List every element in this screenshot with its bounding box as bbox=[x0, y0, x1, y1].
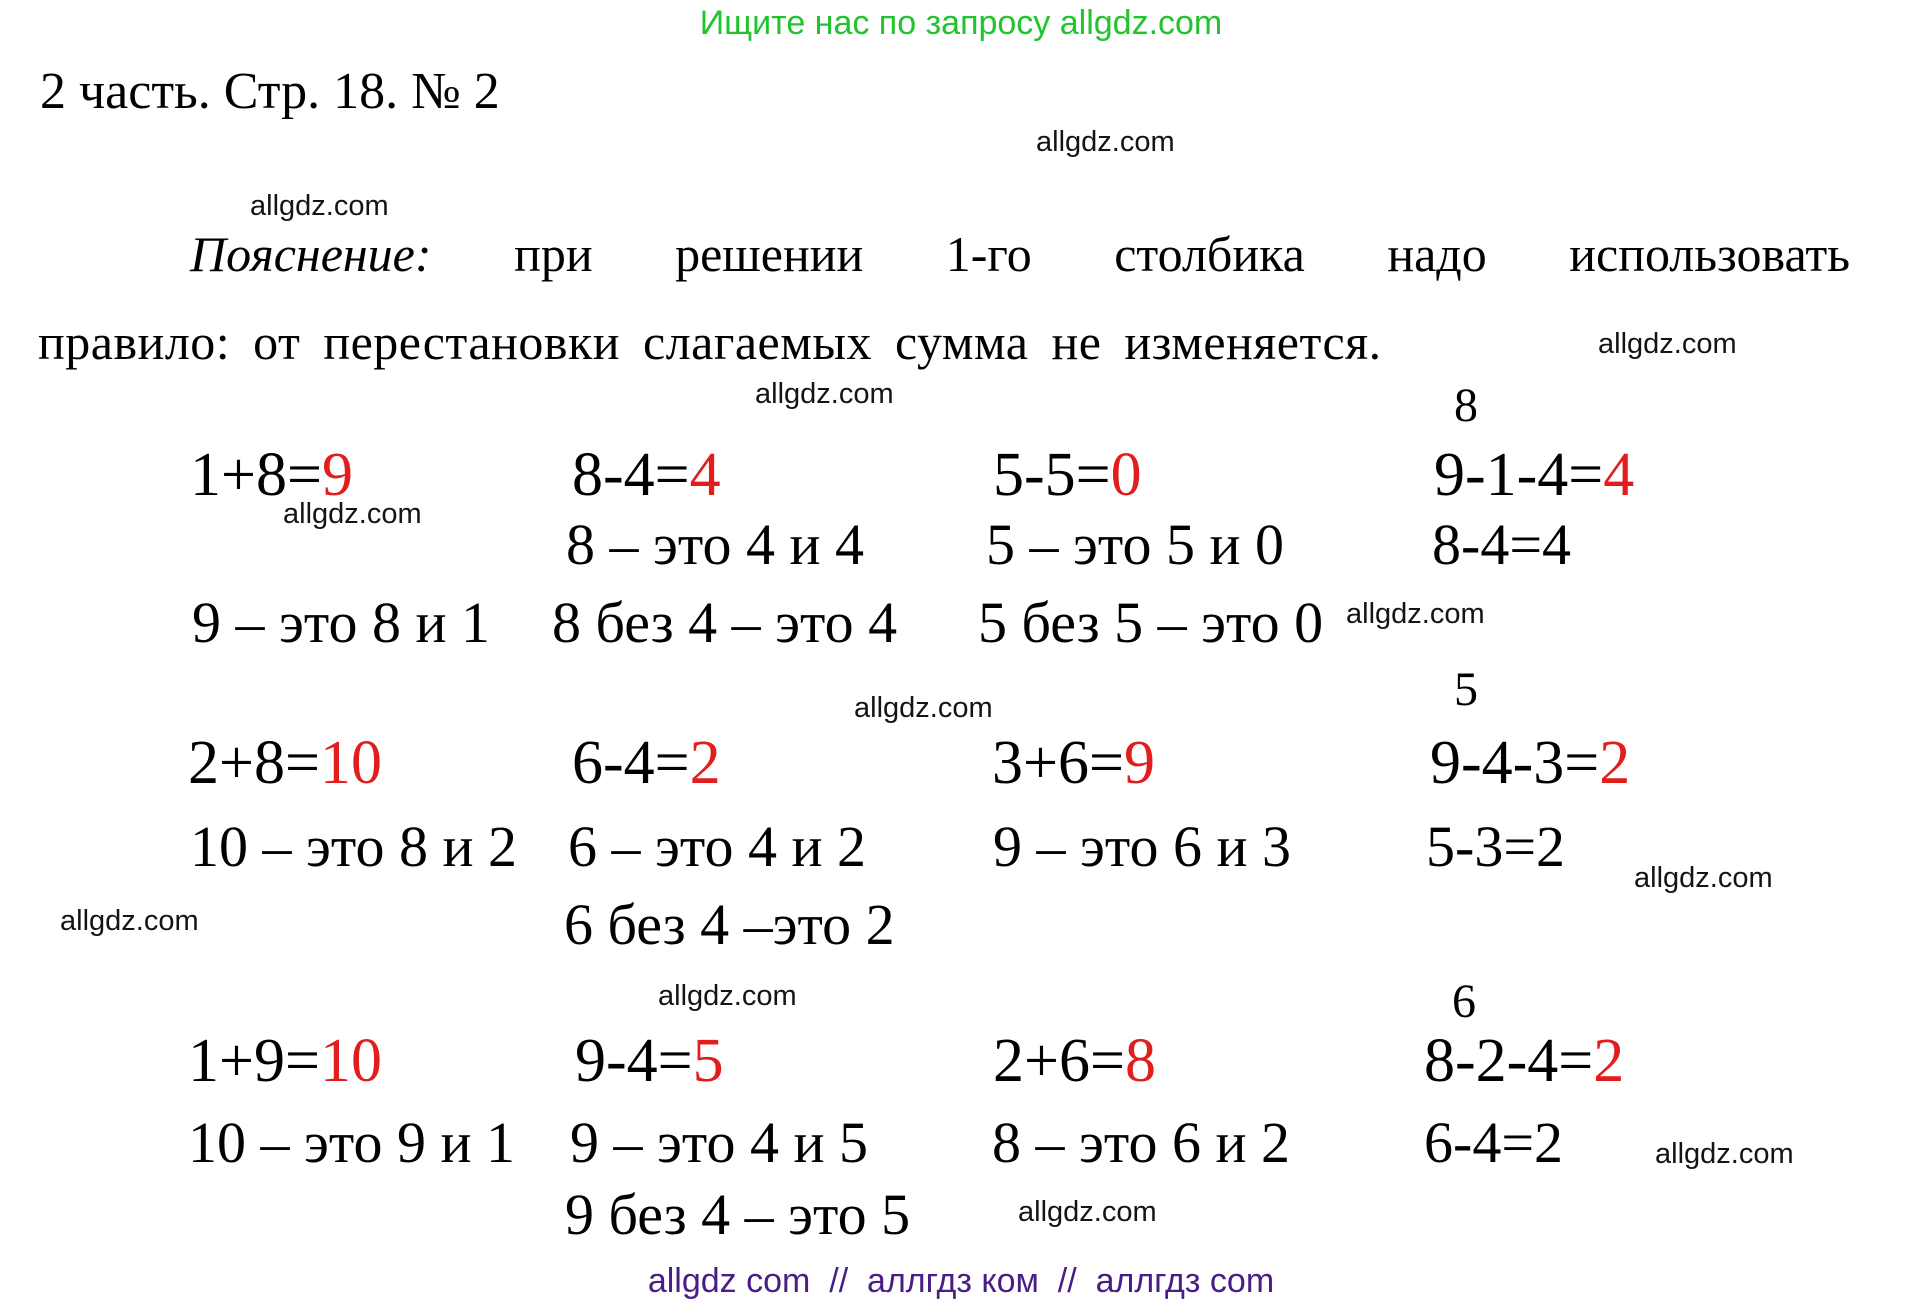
explanation-label: Пояснение: bbox=[190, 226, 432, 282]
equation bbox=[188, 1027, 382, 1095]
watermark: allgdz.com bbox=[250, 190, 389, 222]
equation bbox=[575, 1027, 724, 1095]
equation-expression: 3+6= bbox=[992, 729, 1124, 797]
watermark: allgdz.com bbox=[60, 905, 199, 937]
equation-expression: 2+8= bbox=[188, 729, 320, 797]
equation-result: 9 bbox=[1123, 729, 1155, 797]
equation-result: 10 bbox=[319, 1027, 382, 1095]
carry-digit: 6 bbox=[1452, 975, 1476, 1028]
equation-secondary: 5-3=2 bbox=[1426, 814, 1566, 879]
watermark: allgdz.com bbox=[1655, 1138, 1794, 1170]
decomposition-line: 6 – это 4 и 2 bbox=[568, 814, 867, 879]
decomposition-line: 6 без 4 –это 2 bbox=[564, 892, 895, 957]
equation-expression: 1+8= bbox=[190, 441, 322, 509]
equation-result: 8 bbox=[1124, 1027, 1156, 1095]
decomposition-line: 8 – это 4 и 4 bbox=[566, 512, 865, 577]
watermark: allgdz.com bbox=[1598, 328, 1737, 360]
equation-result: 2 bbox=[1593, 1027, 1625, 1095]
equation bbox=[1424, 1027, 1625, 1095]
equation bbox=[572, 729, 721, 797]
equation bbox=[188, 729, 382, 797]
equation-result: 4 bbox=[1603, 441, 1635, 509]
footer-text: allgdz com // аллгдз ком // аллгдз com bbox=[647, 1262, 1275, 1300]
decomposition-line: 9 без 4 – это 5 bbox=[565, 1182, 911, 1247]
page-title: 2 часть. Стр. 18. № 2 bbox=[40, 63, 500, 120]
watermark: allgdz.com bbox=[1346, 598, 1485, 630]
equation bbox=[1430, 729, 1631, 797]
watermark: allgdz.com bbox=[283, 498, 422, 530]
decomposition-line: 9 – это 8 и 1 bbox=[192, 590, 491, 655]
decomposition-line: 8 – это 6 и 2 bbox=[992, 1110, 1291, 1175]
equation bbox=[1434, 441, 1635, 509]
watermark: allgdz.com bbox=[1018, 1196, 1157, 1228]
equation-result: 9 bbox=[321, 441, 353, 509]
equation-result: 10 bbox=[319, 729, 382, 797]
equation bbox=[993, 441, 1142, 509]
watermark: allgdz.com bbox=[755, 378, 894, 410]
watermark: allgdz.com bbox=[1634, 862, 1773, 894]
equation bbox=[190, 441, 353, 509]
equation-expression: 9-1-4= bbox=[1434, 441, 1604, 509]
equation-expression: 5-5= bbox=[993, 441, 1111, 509]
explanation-line-2: правило: от перестановки слагаемых сумма не изменяется. bbox=[38, 314, 1382, 370]
equation bbox=[572, 441, 721, 509]
watermark: allgdz.com bbox=[1036, 126, 1175, 158]
equation-expression: 8-4= bbox=[572, 441, 690, 509]
equation-result: 4 bbox=[689, 441, 721, 509]
decomposition-line: 5 без 5 – это 0 bbox=[978, 590, 1324, 655]
equation-expression: 1+9= bbox=[188, 1027, 320, 1095]
equation-expression: 9-4-3= bbox=[1430, 729, 1600, 797]
equation bbox=[993, 1027, 1156, 1095]
equation-result: 0 bbox=[1110, 441, 1142, 509]
banner-text: Ищите нас по запросу allgdz.com bbox=[699, 4, 1223, 42]
equation-expression: 2+6= bbox=[993, 1027, 1125, 1095]
decomposition-line: 10 – это 8 и 2 bbox=[190, 814, 518, 879]
decomposition-line: 9 – это 4 и 5 bbox=[570, 1110, 869, 1175]
equation-expression: 6-4= bbox=[572, 729, 690, 797]
decomposition-line: 8 без 4 – это 4 bbox=[552, 590, 898, 655]
decomposition-line: 5 – это 5 и 0 bbox=[986, 512, 1285, 577]
explanation-text: при решении 1-го столбика надо использовать bbox=[514, 226, 1851, 282]
equation-result: 5 bbox=[692, 1027, 724, 1095]
decomposition-line: 9 – это 6 и 3 bbox=[993, 814, 1292, 879]
watermark: allgdz.com bbox=[854, 692, 993, 724]
carry-digit: 5 bbox=[1454, 663, 1478, 716]
equation-expression: 9-4= bbox=[575, 1027, 693, 1095]
equation-secondary: 6-4=2 bbox=[1424, 1110, 1564, 1175]
decomposition-line: 10 – это 9 и 1 bbox=[188, 1110, 516, 1175]
equation-result: 2 bbox=[689, 729, 721, 797]
equation-result: 2 bbox=[1599, 729, 1631, 797]
carry-digit: 8 bbox=[1454, 379, 1478, 432]
equation bbox=[992, 729, 1155, 797]
equation-secondary: 8-4=4 bbox=[1432, 512, 1572, 577]
watermark: allgdz.com bbox=[658, 980, 797, 1012]
equation-expression: 8-2-4= bbox=[1424, 1027, 1594, 1095]
explanation-line-1 bbox=[190, 226, 1850, 284]
